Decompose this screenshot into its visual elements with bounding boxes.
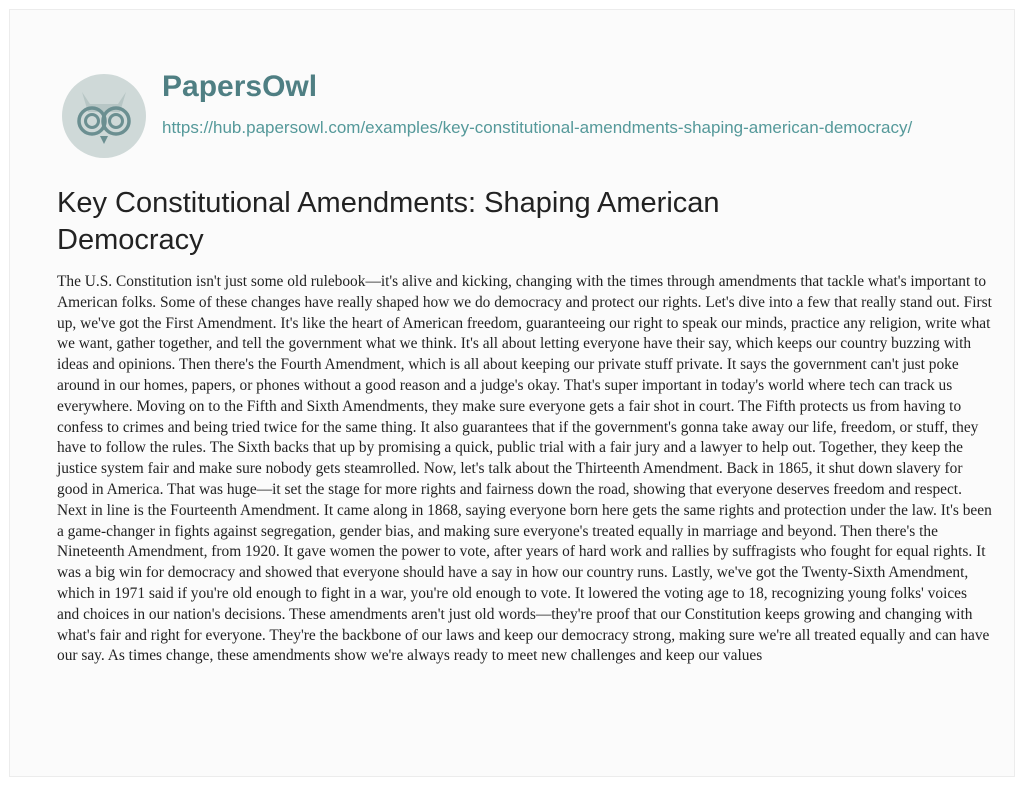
document-body: The U.S. Constitution isn't just some old rulebook—it's alive and kicking, changing with the times through amendments that tackle what's important to American folks. Some of these changes have really shaped how we do democracy and protect our rights. Let's dive into a few that really stand out. First up, we've got the First Amendment. It's like the heart of American freedom, guaranteeing our right to speak our minds, practice any religion, write what we want, gather together, and tell the government what we think. It's all about letting everyone have their say, which keeps our country buzzing with ideas and opinions. Then there's the Fourth Amendment, which is all about keeping our private stuff private. It says the government can't just poke around in our homes, papers, or phones without a good reason and a judge's okay. That's super important in today's world where tech can track us everywhere. Moving on to the Fifth and Sixth Amendments, they make sure everyone gets a fair shot in court. The Fifth protects us from having to confess to crimes and being tried twice for the same thing. It also guarantees that if the government's gonna take away our life, freedom, or stuff, they have to follow the rules. The Sixth backs that up by promising a quick, public trial with a fair jury and a lawyer to help out. Together, they keep the justice system fair and make sure nobody gets steamrolled. Now, let's talk about the Thirteenth Amendment. Back in 1865, it shut down slavery for good in America. That was huge—it set the stage for more rights and fairness down the road, showing that everyone deserves freedom and respect. Next in line is the Fourteenth Amendment. It came along in 1868, saying everyone born here gets the same rights and protection under the law. It's been a game-changer in fights against segregation, gender bias, and making sure everyone's treated equally in marriage and beyond. Then there's the Nineteenth Amendment, from 1920. It gave women the power to vote, after years of hard work and rallies by suffragists who fought for equal rights. It was a big win for democracy and showed that everyone should have a say in how our country runs. Lastly, we've got the Twenty-Sixth Amendment, which in 1971 said if you're old enough to fight in a war, you're old enough to vote. It lowered the voting age to 18, recognizing young folks' voices and choices in our nation's decisions. These amendments aren't just old words—they're proof that our Constitution keeps growing and changing with what's fair and right for everyone. They're the backbone of our laws and keep our democracy strong, making sure we're all treated equally and can have our say. As times change, these amendments show we're always ready to meet new challenges and keep our values bbox=[57, 273, 992, 665]
source-url[interactable]: https://hub.papersowl.com/examples/key-constitutional-amendments-shaping-american-democracy/ bbox=[162, 118, 913, 137]
owl-logo-icon bbox=[60, 72, 148, 160]
document-title: Key Constitutional Amendments: Shaping American Democracy bbox=[57, 187, 720, 256]
brand-name: PapersOwl bbox=[162, 70, 318, 103]
document-sheet bbox=[9, 9, 1015, 777]
